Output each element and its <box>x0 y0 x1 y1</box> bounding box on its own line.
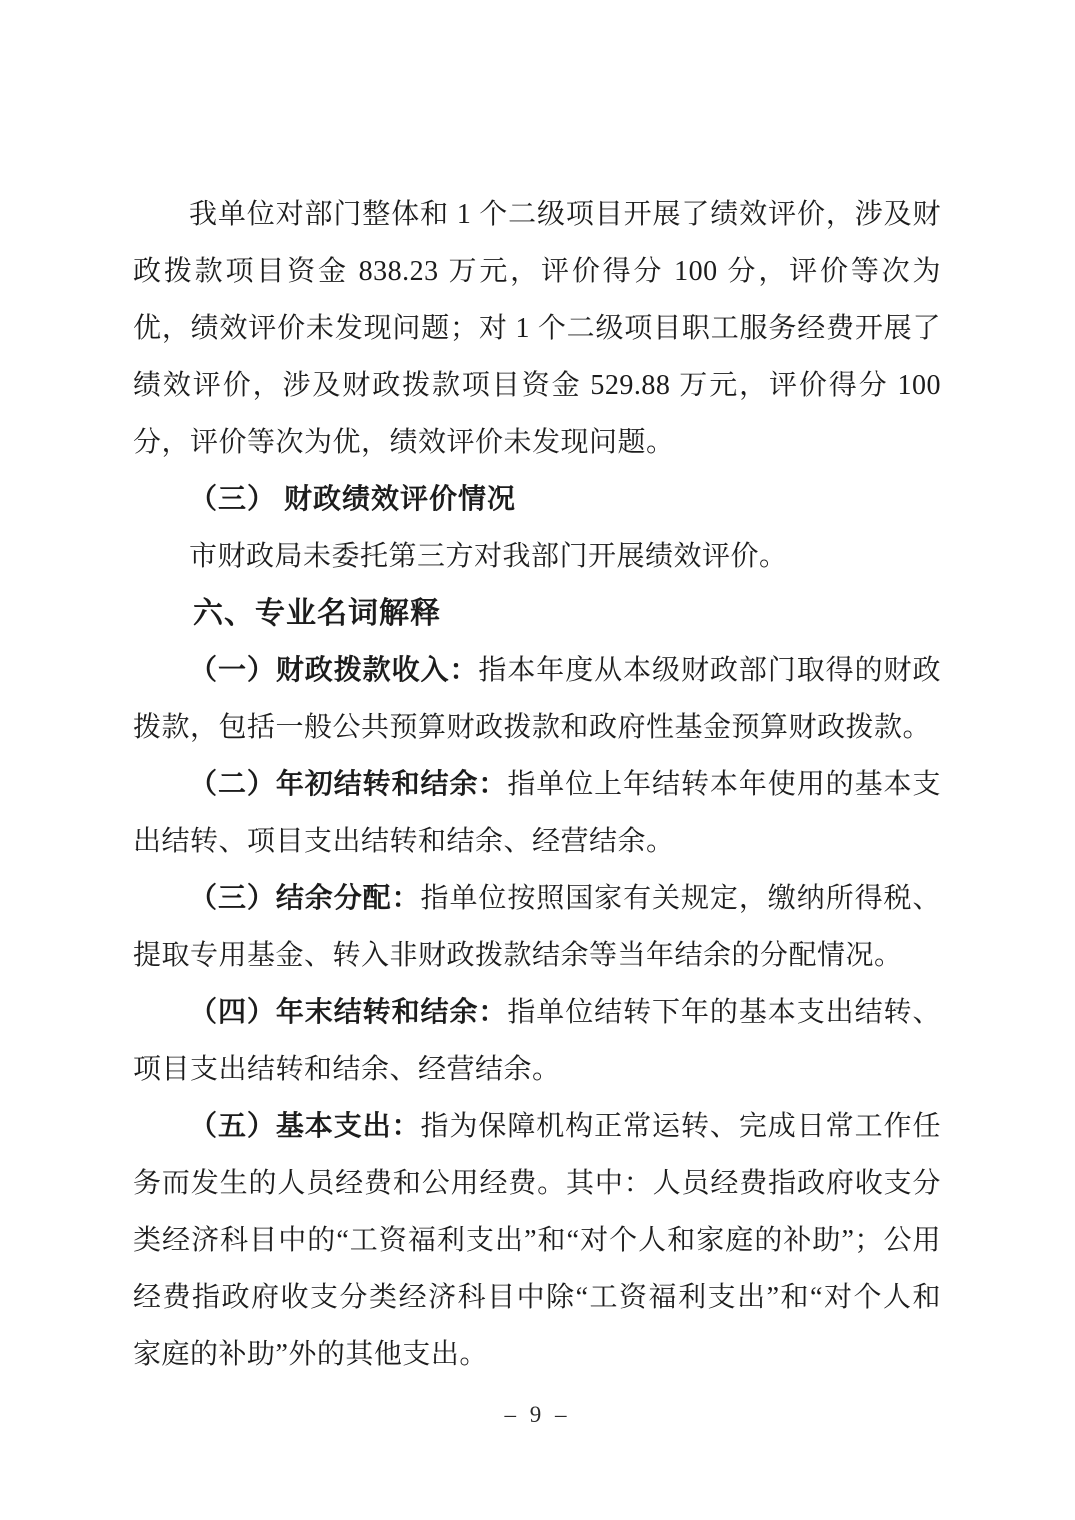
definition-term: （四）年末结转和结余： <box>189 997 508 1028</box>
definition-paragraph-basic-expenditure <box>133 1098 941 1383</box>
definition-paragraph-year-end-carryover <box>133 984 941 1098</box>
definition-body: 指单位上年结转本年使用的基本支出结转、项目支出结转和结余、经营结余。 <box>133 769 941 857</box>
definition-body: 指本年度从本级财政部门取得的财政拨款，包括一般公共预算财政拨款和政府性基金预算财政拨款。 <box>133 655 941 743</box>
definition-body: 指为保障机构正常运转、完成日常工作任务而发生的人员经费和公用经费。其中：人员经费指政府收支分类经济科目中的“工资福利支出”和“对个人和家庭的补助”；公用经费指政府收支分类经济科目中除“工资福利支出”和“对个人和家庭的补助”外的其他支出。 <box>133 1111 941 1370</box>
definition-term: （二）年初结转和结余： <box>189 769 508 800</box>
fiscal-bureau-paragraph: 市财政局未委托第三方对我部门开展绩效评价。 <box>189 541 788 572</box>
performance-evaluation-paragraph: 我单位对部门整体和 1 个二级项目开展了绩效评价，涉及财政拨款项目资金 838.23 万元，评价得分 100 分，评价等次为优，绩效评价未发现问题；对 1 个二级项目职工服务经费开展了绩效评价，涉及财政拨款项目资金 529.88 万元，评价得分 100 分，评价等次为优，绩效评价未发现问题。 <box>133 199 941 458</box>
section-heading-fiscal-performance-evaluation: （三） 财政绩效评价情况 <box>189 484 517 515</box>
definition-body: 指单位按照国家有关规定，缴纳所得税、提取专用基金、转入非财政拨款结余等当年结余的分配情况。 <box>133 883 941 971</box>
section-heading-terminology: 六、专业名词解释 <box>193 597 441 630</box>
definition-term: （一）财政拨款收入： <box>189 655 479 686</box>
definition-paragraph-beginning-year-carryover <box>133 756 941 870</box>
definition-body: 指单位结转下年的基本支出结转、项目支出结转和结余、经营结余。 <box>133 997 941 1085</box>
definition-term: （三）结余分配： <box>189 883 421 914</box>
definition-term: （五）基本支出： <box>189 1111 421 1142</box>
document-body <box>133 186 941 1383</box>
page-number: – 9 – <box>504 1402 571 1427</box>
definition-paragraph-surplus-distribution <box>133 870 941 984</box>
definition-paragraph-fiscal-appropriation-income <box>133 642 941 756</box>
